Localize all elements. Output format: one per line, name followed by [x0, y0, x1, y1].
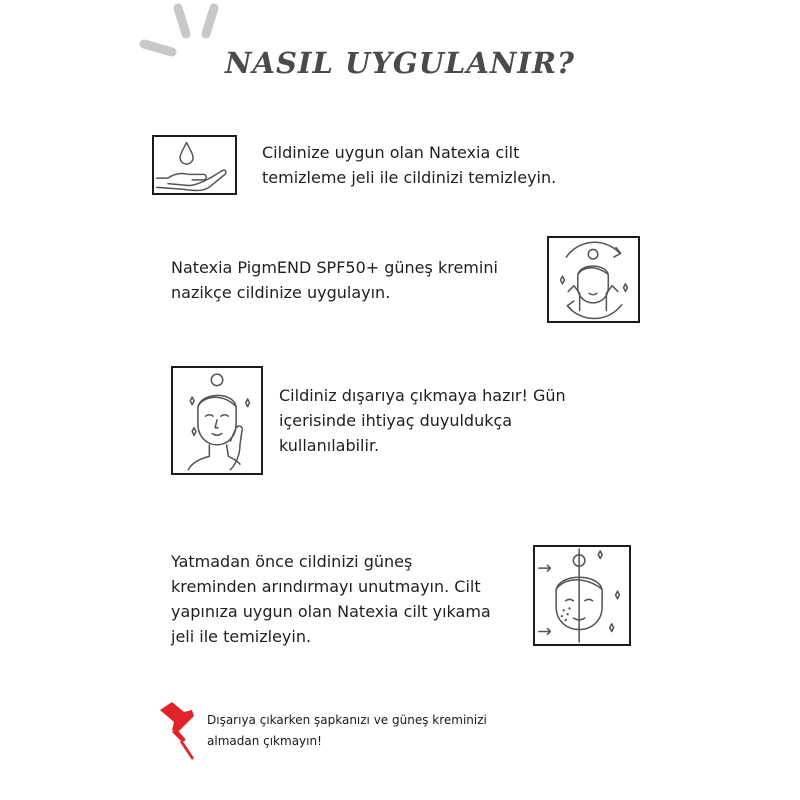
- step-3-line-2: içerisinde ihtiyaç duyuldukça: [279, 411, 513, 430]
- step-4-text: [171, 549, 531, 649]
- step-1-line-1: Cildinize uygun olan Natexia cilt: [262, 143, 520, 162]
- step-2-text: [171, 255, 531, 305]
- note-text: [207, 710, 587, 752]
- hand-water-drop-icon: [152, 135, 237, 195]
- page-title: NASIL UYGULANIR?: [224, 46, 576, 80]
- note-line-2: almadan çıkmayın!: [207, 734, 322, 748]
- step-1-line-2: temizleme jeli ile cildinizi temizleyin.: [262, 168, 557, 187]
- step-2-line-1: Natexia PigmEND SPF50+ güneş kremini: [171, 258, 498, 277]
- note-line-1: Dışarıya çıkarken şapkanızı ve güneş kreminizi: [207, 713, 487, 727]
- step-3-text: [279, 383, 619, 458]
- step-1-text: [262, 140, 602, 190]
- face-apply-cream-icon: [547, 236, 640, 323]
- step-4-line-3: yapınıza uygun olan Natexia cilt yıkama: [171, 602, 491, 621]
- step-4-line-2: kreminden arındırmayı unutmayın. Cilt: [171, 577, 481, 596]
- step-4-line-4: jeli ile temizleyin.: [171, 627, 312, 646]
- pushpin-icon: [154, 700, 198, 762]
- face-cleanse-icon: [533, 545, 631, 646]
- step-3-line-1: Cildiniz dışarıya çıkmaya hazır! Gün: [279, 386, 566, 405]
- step-2-line-2: nazikçe cildinize uygulayın.: [171, 283, 391, 302]
- step-3-line-3: kullanılabilir.: [279, 436, 380, 455]
- face-glowing-icon: [171, 366, 263, 475]
- step-4-line-1: Yatmadan önce cildinizi güneş: [171, 552, 413, 571]
